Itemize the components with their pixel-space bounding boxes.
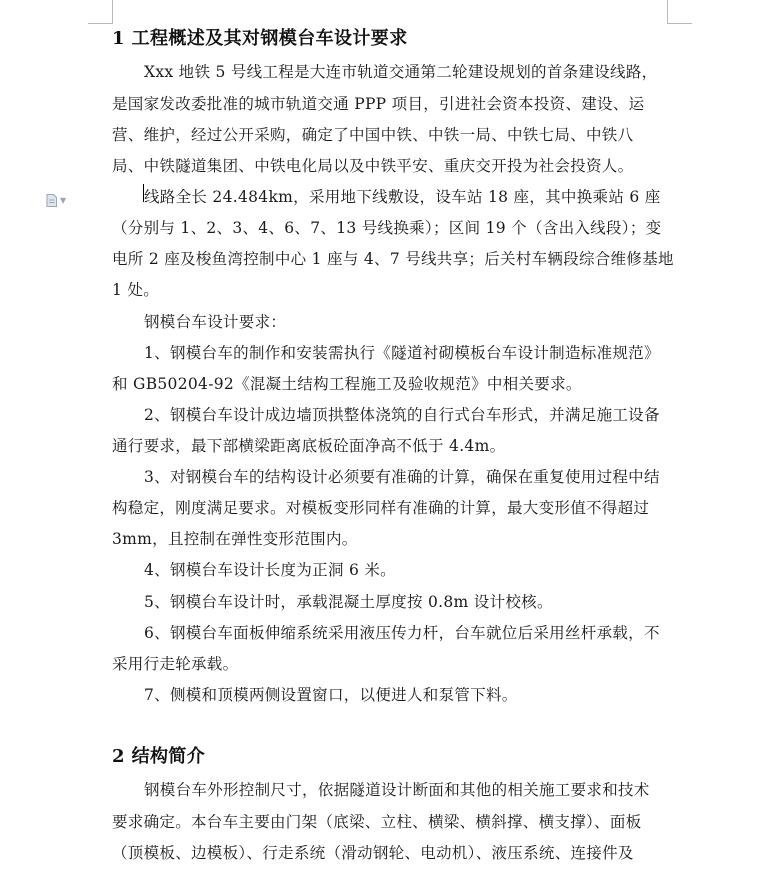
paragraph-line: 钢模台车外形控制尺寸，依据隧道设计断面和其他的相关施工要求和技术	[144, 781, 650, 799]
paragraph-line: 构稳定，刚度满足要求。对模板变形同样有准确的计算，最大变形值不得超过	[112, 499, 650, 517]
paragraph-line: 3、对钢模台车的结构设计必须要有准确的计算，确保在重复使用过程中结	[144, 468, 660, 486]
document-icon	[46, 194, 57, 207]
paragraph-line: 6、钢模台车面板伸缩系统采用液压传力杆，台车就位后采用丝杆承载，不	[144, 624, 660, 642]
paragraph-line: 营、维护，经过公开采购，确定了中国中铁、中铁一局、中铁七局、中铁八	[112, 126, 634, 144]
paragraph-line: 1 处。	[112, 281, 159, 299]
paragraph-line: Xxx 地铁 5 号线工程是大连市轨道交通第二轮建设规划的首条建设线路，	[144, 63, 658, 81]
paragraph-line: （分别与 1、2、3、4、6、7、13 号线换乘）；区间 19 个（含出入线段）；变	[112, 219, 662, 237]
section-1-title: 1 工程概述及其对钢模台车设计要求	[112, 28, 408, 49]
paragraph-line: 采用行走轮承载。	[112, 655, 239, 673]
paragraph-line: 3mm，且控制在弹性变形范围内。	[112, 530, 358, 548]
paragraph-line: 要求确定。本台车主要由门架（底梁、立柱、横梁、横斜撑、横支撑）、面板	[112, 813, 642, 831]
paragraph-line: 5、钢模台车设计时，承载混凝土厚度按 0.8m 设计校核。	[144, 593, 553, 611]
crop-mark-left-h	[88, 23, 113, 24]
crop-mark-right-h	[667, 23, 692, 24]
paragraph-line: 7、侧模和顶模两侧设置窗口，以便进人和泵管下料。	[144, 686, 518, 704]
paragraph-line: 通行要求，最下部横梁距离底板砼面净高不低于 4.4m。	[112, 437, 506, 455]
paragraph-line: 钢模台车设计要求：	[144, 313, 287, 331]
paragraph-line: 局、中铁隧道集团、中铁电化局以及中铁平安、重庆交开投为社会投资人。	[112, 157, 634, 175]
text-cursor	[143, 184, 144, 202]
paragraph-line: 2、钢模台车设计成边墙顶拱整体浇筑的自行式台车形式，并满足施工设备	[144, 406, 660, 424]
section-2-title: 2 结构简介	[112, 746, 206, 767]
paragraph-line: 电所 2 座及梭鱼湾控制中心 1 座与 4、7 号线共享；后关村车辆段综合维修基地	[112, 250, 674, 268]
paragraph-line: 1、钢模台车的制作和安装需执行《隧道衬砌模板台车设计制造标准规范》	[144, 344, 660, 362]
crop-mark-left	[112, 0, 113, 24]
paragraph-line: 是国家发改委批准的城市轨道交通 PPP 项目，引进社会资本投资、建设、运	[112, 95, 645, 113]
paragraph-menu-button[interactable]	[46, 192, 76, 208]
paragraph-line: 4、钢模台车设计长度为正洞 6 米。	[144, 561, 396, 579]
paragraph-line: 线路全长 24.484km，采用地下线敷设，设车站 18 座，其中换乘站 6 座	[144, 188, 661, 206]
chevron-down-icon: ▼	[60, 195, 67, 205]
paragraph-line: 和 GB50204-92《混凝土结构工程施工及验收规范》中相关要求。	[112, 375, 582, 393]
paragraph-line: （顶模板、边模板）、行走系统（滑动钢轮、电动机）、液压系统、连接件及	[112, 844, 634, 862]
crop-mark-right	[667, 0, 668, 24]
